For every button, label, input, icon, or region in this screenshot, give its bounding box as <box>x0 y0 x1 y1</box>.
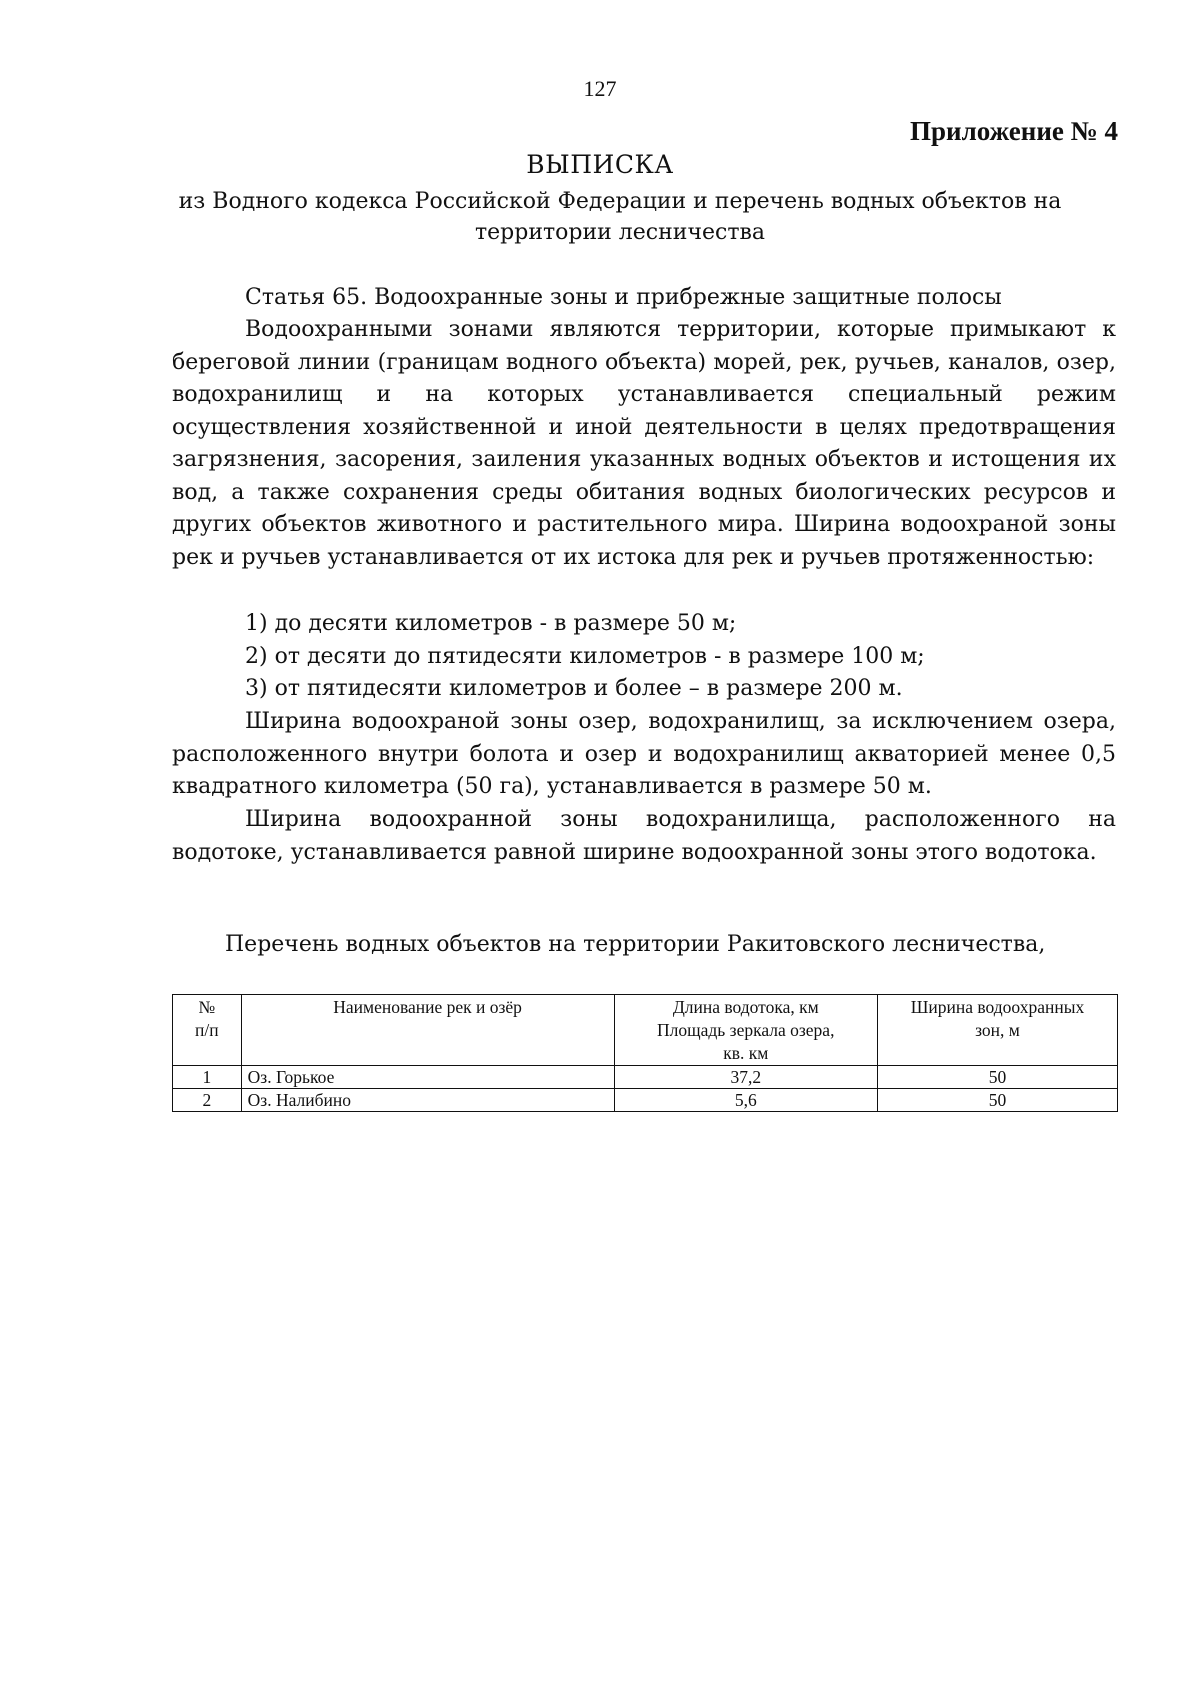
list-item: 2) от десяти до пятидесяти километров - в размере 100 м; <box>245 643 925 669</box>
cell-zone-width: 50 <box>877 1089 1117 1112</box>
header-text: зон, м <box>975 1020 1020 1040</box>
cell-zone-width: 50 <box>877 1066 1117 1089</box>
zone-width-list <box>245 608 1116 706</box>
cell-number: 2 <box>173 1089 242 1112</box>
cell-length: 5,6 <box>614 1089 877 1112</box>
list-item: 1) до десяти километров - в размере 50 м; <box>245 611 737 636</box>
table-row <box>173 1089 1118 1112</box>
header-length <box>614 995 877 1066</box>
article-heading: Статья 65. Водоохранные зоны и прибрежные защитные полосы <box>245 285 1002 310</box>
header-text: Площадь зеркала озера, <box>657 1020 835 1040</box>
header-number <box>173 995 242 1066</box>
list-item: 3) от пятидесяти километров и более – в размере 200 м. <box>245 676 903 701</box>
document-subtitle: из Водного кодекса Российской Федерации и перечень водных объектов на территории лесничества <box>178 189 1062 245</box>
header-text: Длина водотока, км <box>672 997 819 1017</box>
paragraph-reservoir-on-watercourse: Ширина водоохранной зоны водохранилища, расположенного на водотоке, устанавливается равной ширине водоохранной зоны этого водотока. <box>172 807 1116 865</box>
page-number: 127 <box>583 76 617 101</box>
header-text: № <box>198 997 216 1017</box>
table-caption: Перечень водных объектов на территории Ракитовского лесничества, <box>225 932 1046 957</box>
document-title: ВЫПИСКА <box>526 150 674 179</box>
header-text: Ширина водоохранных <box>910 997 1085 1017</box>
cell-name: Оз. Горькое <box>241 1066 614 1089</box>
cell-name: Оз. Налибино <box>241 1089 614 1112</box>
header-name <box>241 995 614 1066</box>
paragraph-lakes-reservoirs: Ширина водоохраной зоны озер, водохранилищ, за исключением озера, расположенного внутри болота и озер и водохранилищ акваторией менее 0,5 квадратного километра (50 га), устанавливается в размере 50 м. <box>172 709 1116 799</box>
header-text: п/п <box>195 1020 219 1040</box>
header-text: Наименование рек и озёр <box>333 997 522 1017</box>
cell-length: 37,2 <box>614 1066 877 1089</box>
water-objects-table <box>172 994 1118 1112</box>
header-zone-width <box>877 995 1117 1066</box>
cell-number: 1 <box>173 1066 242 1089</box>
table-header-row <box>173 995 1118 1066</box>
header-text: кв. км <box>723 1043 769 1063</box>
appendix-label: Приложение № 4 <box>910 116 1118 146</box>
paragraph-water-protection-zones: Водоохранными зонами являются территории, которые примыкают к береговой линии (границам водного объекта) морей, рек, ручьев, каналов, озер, водохранилищ и на которых устанавливается специальный режим осуществления хозяйственной и иной деятельности в целях предотвращения загрязнения, засорения, заиления указанных водных объектов и истощения их вод, а также сохранения среды обитания водных биологических ресурсов и других объектов животного и растительного мира. Ширина водоохраной зоны рек и ручьев устанавливается от их истока для рек и ручьев протяженностью: <box>172 317 1116 570</box>
table-row <box>173 1066 1118 1089</box>
